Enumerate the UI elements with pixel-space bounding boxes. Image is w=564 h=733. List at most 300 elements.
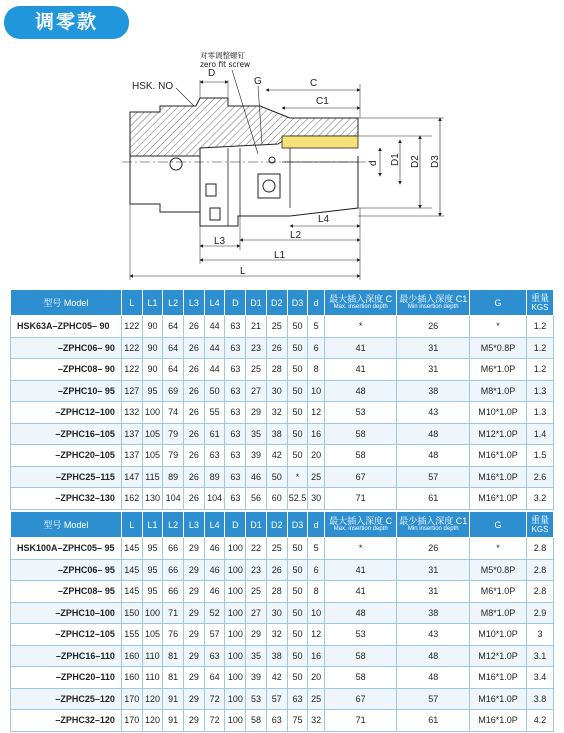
table-cell: 81: [163, 645, 184, 667]
table-cell: 50: [287, 402, 308, 424]
table-cell: 1.2: [526, 316, 553, 338]
table-row: [11, 488, 554, 510]
table-cell: 145: [121, 559, 142, 581]
table-cell: 63: [225, 337, 246, 359]
table-cell: 12: [308, 402, 325, 424]
table-cell: 26: [184, 445, 205, 467]
table-cell: 29: [184, 645, 205, 667]
table-cell: 100: [142, 402, 163, 424]
model-cell: –ZPHC16–105: [11, 423, 122, 445]
table-cell: 38: [266, 423, 287, 445]
table-header-row: [11, 290, 554, 316]
table-cell: 1.3: [526, 380, 553, 402]
table-cell: 53: [324, 402, 397, 424]
col-D2: D2: [266, 290, 287, 316]
table-cell: 44: [204, 359, 225, 381]
table-cell: 1.2: [526, 337, 553, 359]
table-cell: M16*1.0P: [469, 688, 526, 710]
table-cell: 4.2: [526, 710, 553, 732]
table-cell: 160: [121, 645, 142, 667]
table-cell: 100: [225, 624, 246, 646]
model-cell: HSK63A–ZPHC05– 90: [11, 316, 122, 338]
table-cell: *: [324, 316, 397, 338]
table-cell: 1.2: [526, 359, 553, 381]
hsk-label: HSK. NO: [132, 81, 174, 92]
table-cell: 67: [324, 688, 397, 710]
table-cell: M5*0.8P: [469, 337, 526, 359]
spec-table-hsk100: [10, 511, 554, 732]
table-cell: 28: [266, 359, 287, 381]
col-c-min: 最少插入深度 C1 Min insertion depth: [397, 512, 470, 538]
table-cell: 72: [204, 688, 225, 710]
screw-label-en: zero fit screw: [200, 60, 251, 69]
table-cell: 130: [142, 488, 163, 510]
table-cell: 1.5: [526, 445, 553, 467]
table-cell: 66: [163, 581, 184, 603]
model-cell: –ZPHC32–130: [11, 488, 122, 510]
table-row: [11, 667, 554, 689]
table-cell: 27: [246, 380, 267, 402]
table-cell: 26: [184, 359, 205, 381]
dim-G-label: G: [254, 76, 262, 87]
table-cell: 58: [324, 667, 397, 689]
table-cell: M6*1.0P: [469, 359, 526, 381]
table-cell: 50: [287, 316, 308, 338]
model-cell: –ZPHC12–100: [11, 402, 122, 424]
table-cell: 63: [225, 423, 246, 445]
col-D: D: [225, 512, 246, 538]
col-weight: 重量 KGS: [526, 512, 553, 538]
table-cell: 79: [163, 445, 184, 467]
table-cell: 69: [163, 380, 184, 402]
table-cell: 38: [397, 602, 470, 624]
col-G: G: [469, 512, 526, 538]
col-L: L: [121, 512, 142, 538]
table-cell: 155: [121, 624, 142, 646]
table-cell: 22: [246, 538, 267, 560]
table-cell: 52.5: [287, 488, 308, 510]
table-cell: 31: [397, 559, 470, 581]
table-row: [11, 337, 554, 359]
table-cell: 64: [163, 337, 184, 359]
col-L3: L3: [184, 512, 205, 538]
table-cell: 30: [308, 488, 325, 510]
table-cell: 50: [266, 466, 287, 488]
table-cell: 26: [266, 337, 287, 359]
col-D2: D2: [266, 512, 287, 538]
table-cell: 2.8: [526, 559, 553, 581]
table-cell: 21: [246, 316, 267, 338]
table-cell: 58: [324, 423, 397, 445]
table-cell: 28: [266, 581, 287, 603]
table-row: [11, 402, 554, 424]
table-cell: *: [469, 538, 526, 560]
table-cell: 145: [121, 581, 142, 603]
col-c-min: 最少插入深度 C1 Min insertion depth: [397, 290, 470, 316]
table-cell: 12: [308, 624, 325, 646]
table-cell: 23: [246, 337, 267, 359]
table-cell: *: [287, 466, 308, 488]
table-cell: 25: [308, 466, 325, 488]
model-cell: –ZPHC08– 95: [11, 581, 122, 603]
dim-L-label: L: [240, 266, 246, 277]
table-cell: 26: [184, 337, 205, 359]
table-cell: 46: [204, 559, 225, 581]
table-cell: 132: [121, 402, 142, 424]
table-cell: 91: [163, 710, 184, 732]
table-cell: 29: [184, 667, 205, 689]
table-cell: 50: [287, 337, 308, 359]
model-cell: –ZPHC25–115: [11, 466, 122, 488]
table-cell: 48: [397, 423, 470, 445]
table-cell: 90: [142, 337, 163, 359]
table-cell: 100: [225, 602, 246, 624]
table-cell: 3.2: [526, 488, 553, 510]
table-cell: 66: [163, 538, 184, 560]
table-cell: 50: [287, 538, 308, 560]
table-cell: 50: [287, 559, 308, 581]
table-cell: 61: [397, 488, 470, 510]
table-cell: M16*1.0P: [469, 667, 526, 689]
table-cell: 170: [121, 688, 142, 710]
col-D3: D3: [287, 512, 308, 538]
table-cell: 120: [142, 688, 163, 710]
table-cell: 2.8: [526, 581, 553, 603]
table-cell: 63: [225, 316, 246, 338]
collet-bore: [282, 136, 358, 148]
table-cell: 50: [287, 445, 308, 467]
table-cell: 58: [324, 645, 397, 667]
table-cell: 74: [163, 402, 184, 424]
table-cell: *: [324, 538, 397, 560]
page-title: 调零款: [4, 6, 129, 39]
col-L4: L4: [204, 290, 225, 316]
table-cell: 25: [266, 538, 287, 560]
table-cell: 48: [324, 602, 397, 624]
table-cell: 3.4: [526, 667, 553, 689]
table-cell: 53: [246, 688, 267, 710]
screw-label-cn: 对零调整螺钉: [200, 51, 245, 60]
table-row: [11, 645, 554, 667]
table-cell: 2.6: [526, 466, 553, 488]
table-cell: 95: [142, 538, 163, 560]
table-cell: 57: [397, 688, 470, 710]
table-row: [11, 602, 554, 624]
table-cell: 57: [397, 466, 470, 488]
table-cell: 63: [225, 359, 246, 381]
dim-D3-label: D3: [430, 155, 441, 168]
table-cell: 29: [184, 538, 205, 560]
table-cell: 61: [397, 710, 470, 732]
table-cell: 122: [121, 359, 142, 381]
model-cell: –ZPHC08– 90: [11, 359, 122, 381]
table-cell: 48: [397, 445, 470, 467]
table-cell: 32: [266, 402, 287, 424]
table-cell: 63: [204, 445, 225, 467]
table-cell: 105: [142, 445, 163, 467]
table-cell: M12*1.0P: [469, 645, 526, 667]
table-cell: 137: [121, 445, 142, 467]
model-cell: –ZPHC10–100: [11, 602, 122, 624]
table-cell: 63: [225, 402, 246, 424]
table-cell: 100: [225, 667, 246, 689]
table-cell: 32: [308, 710, 325, 732]
dim-D1-label: D1: [390, 153, 401, 166]
table-cell: 170: [121, 710, 142, 732]
table-cell: 75: [287, 710, 308, 732]
table-cell: 35: [246, 645, 267, 667]
table-row: [11, 559, 554, 581]
table-cell: 41: [324, 337, 397, 359]
table-cell: 16: [308, 645, 325, 667]
table-cell: 104: [163, 488, 184, 510]
table-cell: 1.4: [526, 423, 553, 445]
table-cell: 31: [397, 359, 470, 381]
table-cell: 39: [246, 667, 267, 689]
table-cell: M16*1.0P: [469, 710, 526, 732]
table-cell: M8*1.0P: [469, 602, 526, 624]
table-cell: 105: [142, 624, 163, 646]
table-cell: M8*1.0P: [469, 380, 526, 402]
table-cell: 100: [225, 538, 246, 560]
dim-L2-label: L2: [290, 230, 302, 241]
dim-L3-label: L3: [214, 236, 226, 247]
table-cell: 162: [121, 488, 142, 510]
table-cell: 39: [246, 445, 267, 467]
table-cell: 31: [397, 337, 470, 359]
table-cell: 57: [266, 688, 287, 710]
dim-D2-label: D2: [410, 155, 421, 168]
table-cell: 20: [308, 445, 325, 467]
table-body-hsk100: [11, 538, 554, 732]
table-cell: 50: [287, 359, 308, 381]
table-cell: 10: [308, 380, 325, 402]
col-D: D: [225, 290, 246, 316]
table-cell: 32: [266, 624, 287, 646]
table-cell: M6*1.0P: [469, 581, 526, 603]
table-cell: 29: [184, 688, 205, 710]
table-cell: 26: [184, 466, 205, 488]
table-cell: 60: [266, 488, 287, 510]
model-cell: –ZPHC10– 95: [11, 380, 122, 402]
col-L2: L2: [163, 512, 184, 538]
table-cell: 104: [204, 488, 225, 510]
table-cell: 72: [204, 710, 225, 732]
table-cell: 8: [308, 359, 325, 381]
table-cell: 64: [204, 667, 225, 689]
table-cell: 3.1: [526, 645, 553, 667]
table-cell: 100: [225, 645, 246, 667]
table-cell: 53: [324, 624, 397, 646]
table-cell: 90: [142, 316, 163, 338]
table-cell: 42: [266, 667, 287, 689]
table-cell: M16*1.0P: [469, 445, 526, 467]
table-cell: 56: [246, 488, 267, 510]
table-row: [11, 359, 554, 381]
col-D3: D3: [287, 290, 308, 316]
col-D1: D1: [246, 290, 267, 316]
model-cell: –ZPHC06– 95: [11, 559, 122, 581]
table-cell: 100: [225, 559, 246, 581]
table-cell: 26: [184, 402, 205, 424]
col-model: 型号 Model: [11, 290, 122, 316]
col-L1: L1: [142, 290, 163, 316]
tool-holder-drawing: [0, 44, 564, 284]
table-cell: 44: [204, 316, 225, 338]
model-cell: –ZPHC16–110: [11, 645, 122, 667]
table-cell: *: [469, 316, 526, 338]
table-cell: 30: [266, 380, 287, 402]
table-cell: 2.9: [526, 602, 553, 624]
col-d: d: [308, 512, 325, 538]
model-cell: –ZPHC25–120: [11, 688, 122, 710]
table-cell: 44: [204, 337, 225, 359]
table-cell: 71: [324, 488, 397, 510]
table-cell: 100: [225, 581, 246, 603]
table-cell: 3.8: [526, 688, 553, 710]
dim-L1-label: L1: [274, 250, 286, 261]
table-cell: 46: [246, 466, 267, 488]
table-cell: 43: [397, 402, 470, 424]
table-cell: 31: [397, 581, 470, 603]
table-cell: 41: [324, 359, 397, 381]
table-cell: 105: [142, 423, 163, 445]
table-cell: 115: [142, 466, 163, 488]
table-cell: 110: [142, 667, 163, 689]
col-L4: L4: [204, 512, 225, 538]
table-header-row: [11, 512, 554, 538]
table-cell: 20: [308, 667, 325, 689]
table-cell: 23: [246, 559, 267, 581]
table-row: [11, 710, 554, 732]
table-cell: 71: [324, 710, 397, 732]
table-cell: 50: [287, 423, 308, 445]
table-cell: M16*1.0P: [469, 488, 526, 510]
table-cell: 63: [225, 488, 246, 510]
spec-table-hsk63: [10, 289, 554, 510]
table-cell: 150: [121, 602, 142, 624]
model-cell: –ZPHC20–105: [11, 445, 122, 467]
col-d: d: [308, 290, 325, 316]
table-cell: 42: [266, 445, 287, 467]
table-cell: 63: [225, 466, 246, 488]
table-cell: 95: [142, 380, 163, 402]
table-cell: 26: [397, 538, 470, 560]
col-c-max: 最大插入深度 C Max. insertion depth: [324, 512, 397, 538]
table-cell: 50: [287, 645, 308, 667]
table-cell: 8: [308, 581, 325, 603]
table-cell: 81: [163, 667, 184, 689]
table-cell: 110: [142, 645, 163, 667]
col-L2: L2: [163, 290, 184, 316]
col-c-max: 最大插入深度 C Max. insertion depth: [324, 290, 397, 316]
table-cell: 29: [246, 624, 267, 646]
table-cell: 3: [526, 624, 553, 646]
table-row: [11, 624, 554, 646]
table-cell: 29: [184, 581, 205, 603]
model-cell: –ZPHC32–120: [11, 710, 122, 732]
table-cell: 89: [163, 466, 184, 488]
dim-d-label: d: [368, 160, 379, 166]
model-cell: –ZPHC12–105: [11, 624, 122, 646]
table-cell: 58: [246, 710, 267, 732]
table-cell: 90: [142, 359, 163, 381]
table-cell: 35: [246, 423, 267, 445]
table-cell: 63: [225, 445, 246, 467]
model-cell: –ZPHC06– 90: [11, 337, 122, 359]
table-cell: 71: [163, 602, 184, 624]
table-cell: 50: [287, 667, 308, 689]
table-cell: 50: [287, 380, 308, 402]
table-cell: 38: [266, 645, 287, 667]
table-cell: 26: [266, 559, 287, 581]
col-weight: 重量 KGS: [526, 290, 553, 316]
table-cell: 16: [308, 423, 325, 445]
table-cell: 50: [287, 581, 308, 603]
model-cell: HSK100A–ZPHC05– 95: [11, 538, 122, 560]
table-cell: 63: [266, 710, 287, 732]
model-cell: –ZPHC20–110: [11, 667, 122, 689]
table-cell: 25: [266, 316, 287, 338]
table-cell: 55: [204, 402, 225, 424]
table-cell: 120: [142, 710, 163, 732]
table-cell: 41: [324, 581, 397, 603]
col-D1: D1: [246, 512, 267, 538]
table-cell: 91: [163, 688, 184, 710]
table-cell: 50: [287, 624, 308, 646]
table-cell: 26: [184, 316, 205, 338]
table-cell: 26: [184, 423, 205, 445]
table-cell: 5: [308, 316, 325, 338]
dim-L4-label: L4: [318, 214, 330, 225]
table-cell: 160: [121, 667, 142, 689]
table-cell: M16*1.0P: [469, 466, 526, 488]
table-cell: 50: [287, 602, 308, 624]
table-cell: 46: [204, 538, 225, 560]
table-cell: 29: [184, 710, 205, 732]
table-cell: 29: [184, 624, 205, 646]
table-cell: 29: [246, 402, 267, 424]
table-cell: 64: [163, 359, 184, 381]
table-cell: 147: [121, 466, 142, 488]
table-cell: 122: [121, 316, 142, 338]
table-cell: 26: [397, 316, 470, 338]
table-cell: 79: [163, 423, 184, 445]
col-model: 型号 Model: [11, 512, 122, 538]
table-cell: 48: [397, 645, 470, 667]
dim-C1-label: C1: [316, 96, 329, 107]
table-cell: 50: [204, 380, 225, 402]
table-cell: 29: [184, 559, 205, 581]
col-L3: L3: [184, 290, 205, 316]
table-cell: 6: [308, 337, 325, 359]
table-body-hsk63: [11, 316, 554, 510]
table-cell: 27: [246, 602, 267, 624]
table-cell: 145: [121, 538, 142, 560]
table-cell: 76: [163, 624, 184, 646]
table-cell: 41: [324, 559, 397, 581]
table-cell: 66: [163, 559, 184, 581]
table-cell: 64: [163, 316, 184, 338]
table-cell: 127: [121, 380, 142, 402]
table-cell: 95: [142, 581, 163, 603]
table-row: [11, 538, 554, 560]
table-cell: 58: [324, 445, 397, 467]
table-cell: 89: [204, 466, 225, 488]
table-cell: 52: [204, 602, 225, 624]
table-cell: 25: [246, 359, 267, 381]
table-cell: 61: [204, 423, 225, 445]
